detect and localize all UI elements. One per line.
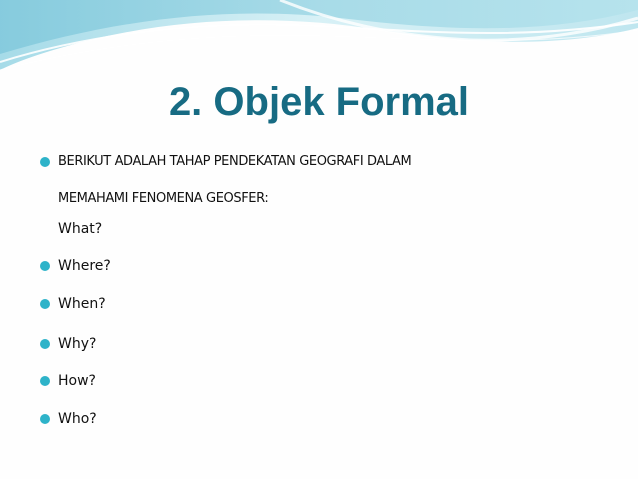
- intro-line-1: BERIKUT ADALAH TAHAP PENDEKATAN GEOGRAFI DALAM: [58, 154, 412, 169]
- list-item-continuation: [0, 218, 638, 242]
- bullet-dot-icon: [40, 299, 50, 309]
- list-item: [0, 151, 638, 175]
- list-item-continuation: [0, 188, 638, 212]
- list-item: [0, 255, 638, 279]
- item-when: When?: [58, 296, 106, 312]
- list-item: [0, 293, 638, 317]
- bullet-dot-icon: [40, 339, 50, 349]
- bullet-dot-icon: [40, 157, 50, 167]
- list-item: [0, 370, 638, 394]
- list-item: [0, 408, 638, 432]
- slide-title-text: 2. Objek Formal: [168, 80, 470, 124]
- item-where: Where?: [58, 258, 111, 274]
- bullet-dot-icon: [40, 414, 50, 424]
- item-what: What?: [58, 221, 103, 237]
- list-item: [0, 333, 638, 357]
- item-why: Why?: [58, 336, 97, 352]
- item-how: How?: [58, 373, 96, 389]
- bullet-dot-icon: [40, 376, 50, 386]
- bullet-dot-icon: [40, 261, 50, 271]
- intro-line-2: MEMAHAMI FENOMENA GEOSFER:: [58, 191, 269, 206]
- item-who: Who?: [58, 411, 97, 427]
